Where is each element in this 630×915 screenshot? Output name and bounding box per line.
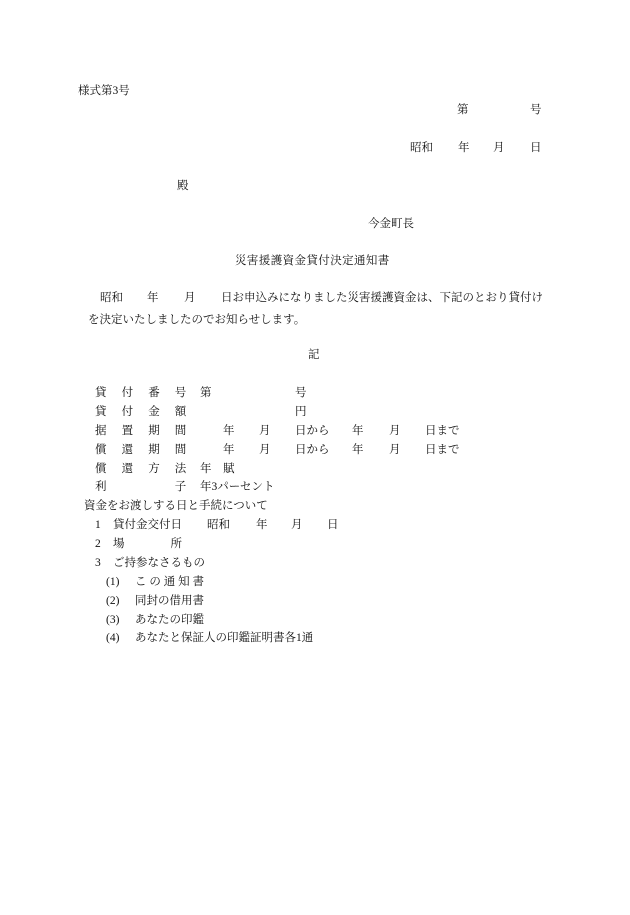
procedure-item-number: 3 <box>95 557 101 569</box>
deferment-from-day: 日から <box>295 425 330 437</box>
issue-date-month: 月 <box>493 142 505 154</box>
application-date-year: 年 <box>147 292 159 304</box>
loan-amount-unit: 円 <box>295 406 307 418</box>
loan-amount-label: 貸 付 金 額 <box>95 406 189 418</box>
deferment-from-year: 年 <box>223 425 235 437</box>
repayment-from-year: 年 <box>223 444 235 456</box>
loan-number-prefix: 第 <box>200 387 212 399</box>
procedure-item-number: 1 <box>95 519 101 531</box>
application-date-month: 月 <box>184 292 196 304</box>
sub-item-text: あなたの印鑑 <box>135 614 204 626</box>
procedure-item-label: 場 所 <box>113 538 182 550</box>
deferment-to-month: 月 <box>389 425 401 437</box>
deferment-from-month: 月 <box>259 425 271 437</box>
issuer: 今金町長 <box>368 218 414 230</box>
repayment-period-label: 償 還 期 間 <box>95 444 189 456</box>
sub-item-text: 同封の借用書 <box>135 595 204 607</box>
ki-heading: 記 <box>308 349 320 361</box>
interest-label: 利 子 <box>95 481 189 493</box>
sub-item-number: (4) <box>106 632 120 644</box>
repayment-method-label: 償 還 方 法 <box>95 463 189 475</box>
document-number-prefix: 第 <box>457 104 469 116</box>
delivery-date-year: 年 <box>256 519 268 531</box>
sub-item-number: (2) <box>106 595 120 607</box>
deferment-period-label: 据 置 期 間 <box>95 425 189 437</box>
issue-date-day: 日 <box>530 142 542 154</box>
deferment-to-year: 年 <box>352 425 364 437</box>
body-line-1: 日お申込みになりました災害援護資金は、下記のとおり貸付け <box>221 292 543 304</box>
issue-date-era: 昭和 <box>410 142 433 154</box>
procedure-item-number: 2 <box>95 538 101 550</box>
loan-number-suffix: 号 <box>295 387 307 399</box>
repayment-from-day: 日から <box>295 444 330 456</box>
form-label: 様式第3号 <box>78 85 130 97</box>
repayment-from-month: 月 <box>259 444 271 456</box>
procedure-item-label: 貸付金交付日 <box>113 519 182 531</box>
sub-item-text: あなたと保証人の印鑑証明書各1通 <box>135 632 314 644</box>
document-number-suffix: 号 <box>530 104 542 116</box>
delivery-date-era: 昭和 <box>207 519 230 531</box>
repayment-method-value: 年 賦 <box>200 463 235 475</box>
issue-date-year: 年 <box>458 142 470 154</box>
repayment-to-day: 日まで <box>425 444 460 456</box>
application-date-era: 昭和 <box>100 292 123 304</box>
loan-number-label: 貸 付 番 号 <box>95 387 189 399</box>
delivery-date-day: 日 <box>327 519 339 531</box>
body-line-2: を決定いたしましたのでお知らせします。 <box>88 314 306 326</box>
repayment-to-year: 年 <box>352 444 364 456</box>
interest-value: 年3パーセント <box>200 481 275 493</box>
procedure-heading: 資金をお渡しする日と手続について <box>84 500 268 512</box>
document-title: 災害援護資金貸付決定通知書 <box>235 255 390 267</box>
delivery-date-month: 月 <box>291 519 303 531</box>
sub-item-number: (1) <box>106 576 120 588</box>
repayment-to-month: 月 <box>389 444 401 456</box>
deferment-to-day: 日まで <box>425 425 460 437</box>
sub-item-text: こ の 通 知 書 <box>135 576 204 588</box>
addressee-honorific: 殿 <box>177 180 189 192</box>
sub-item-number: (3) <box>106 614 120 626</box>
procedure-item-label: ご持参なさるもの <box>113 557 205 569</box>
